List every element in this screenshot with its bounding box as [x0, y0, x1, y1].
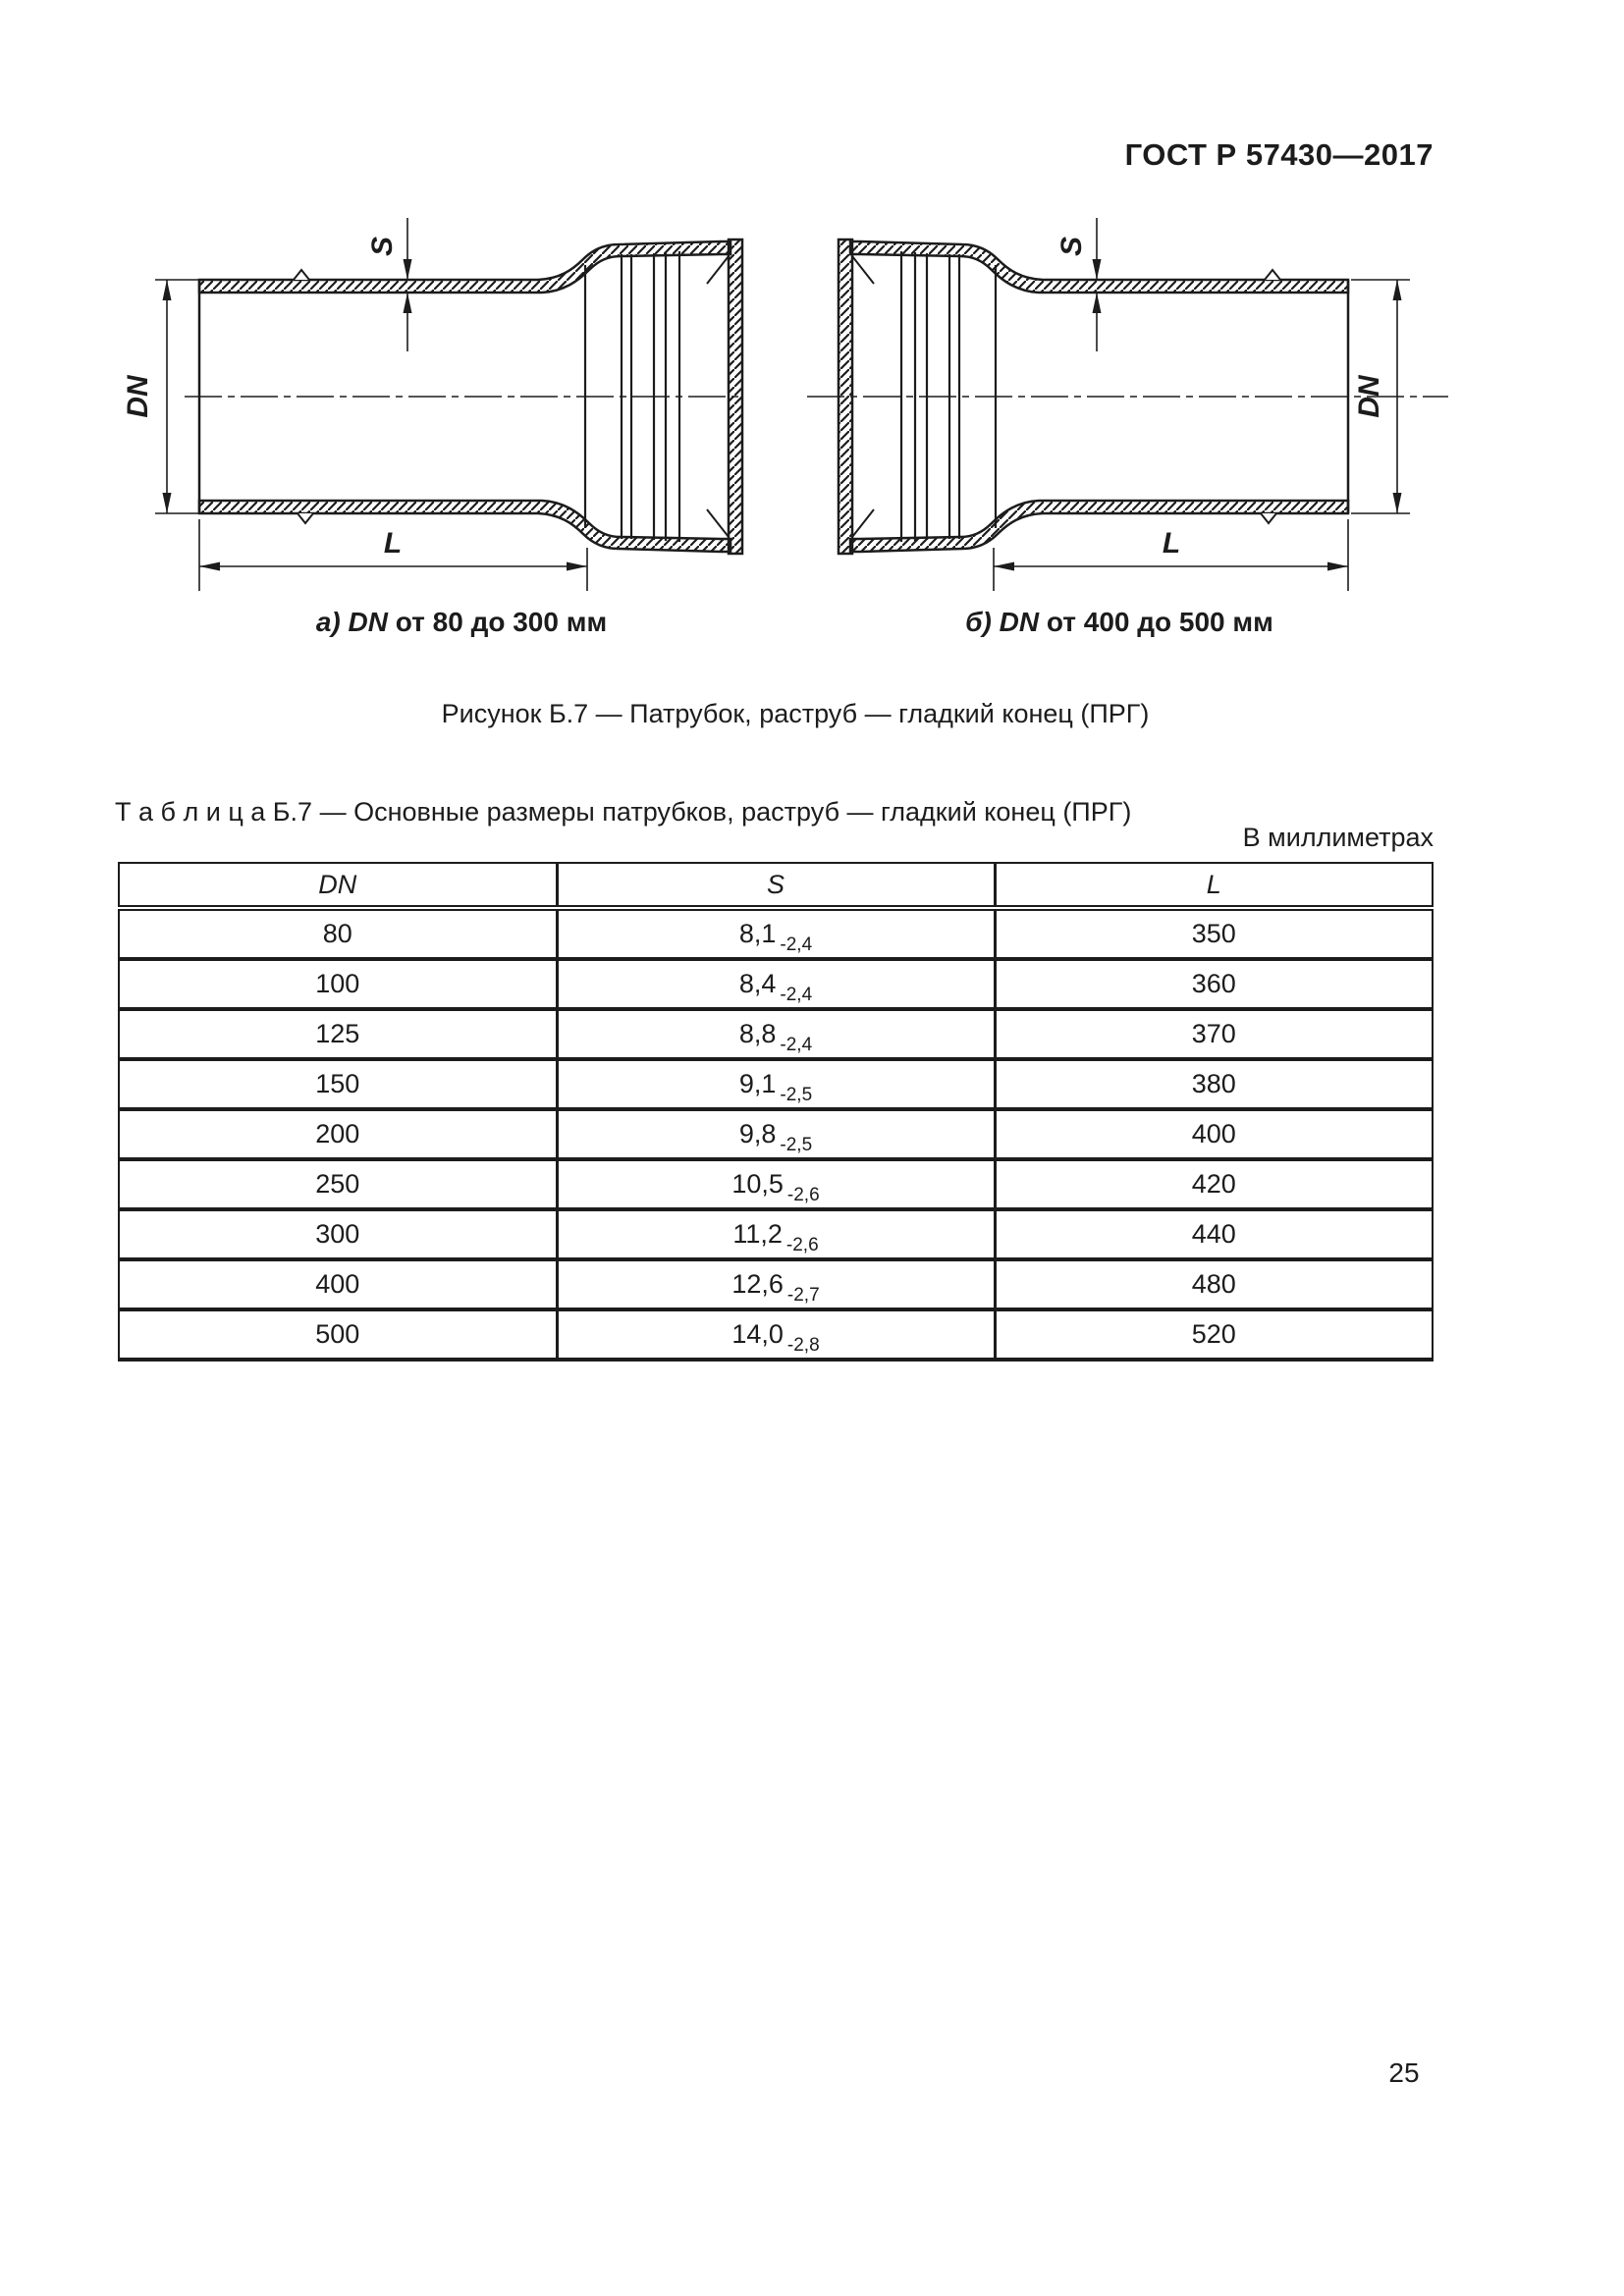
arrowhead	[1393, 493, 1402, 513]
figure-a-caption	[137, 607, 785, 638]
dimensions-table	[118, 862, 1434, 1362]
rim-chamfer-line	[852, 509, 874, 537]
figure-b-caption-dn: DN	[999, 607, 1040, 637]
table-caption-text: — Основные размеры патрубков, раструб — гладкий конец (ПРГ)	[319, 797, 1132, 827]
arrowhead	[1093, 259, 1102, 280]
tolerance-value: -2,8	[786, 1335, 820, 1356]
page-number: 25	[1388, 2057, 1420, 2088]
dn-dimension-label: DN	[122, 375, 154, 418]
cell-l: 380	[995, 1059, 1433, 1109]
arrowhead	[567, 562, 587, 571]
arrowhead	[163, 493, 172, 513]
figure-b-caption-index: б)	[965, 607, 992, 637]
cell-s: 9,8 $_{-2,5}$	[557, 1109, 995, 1159]
l-dimension-label: L	[383, 527, 403, 560]
s-dimension-label: S	[1056, 236, 1088, 257]
rim-chamfer-line	[707, 256, 729, 284]
cell-l: 420	[995, 1159, 1433, 1209]
table-row	[119, 1059, 1433, 1109]
break-mark	[1265, 270, 1280, 280]
arrowhead	[1093, 293, 1102, 313]
s-dimension-label: S	[366, 236, 399, 257]
arrowhead	[994, 562, 1014, 571]
cell-dn: 400	[315, 1269, 360, 1299]
cell-dn: 500	[315, 1319, 360, 1349]
column-header-s: S	[557, 863, 995, 908]
cell-dn: 150	[315, 1069, 360, 1098]
table-row	[119, 1159, 1433, 1209]
column-header-l: L	[995, 863, 1433, 908]
figure-a-caption-index: а)	[315, 607, 341, 637]
figure-b-caption	[795, 607, 1443, 638]
standard-code-header: ГОСТ Р 57430—2017	[1124, 137, 1434, 172]
break-mark	[298, 513, 313, 523]
cell-l: 440	[995, 1209, 1433, 1259]
figure-b-drawing	[805, 157, 1453, 609]
table-caption-label: Т а б л и ц а Б.7	[115, 797, 313, 827]
tolerance-value: -2,7	[786, 1285, 820, 1306]
socket-rim-section	[839, 240, 852, 554]
dn-dimension-label: DN	[1353, 375, 1385, 418]
arrowhead	[199, 562, 220, 571]
column-header-dn: DN	[119, 863, 557, 908]
l-dimension-label: L	[1162, 527, 1181, 560]
tolerance-value: -2,6	[785, 1235, 819, 1255]
cell-s: 9,1 $_{-2,5}$	[557, 1059, 995, 1109]
cell-s: 8,8 $_{-2,4}$	[557, 1009, 995, 1059]
cell-s: 10,5 $_{-2,6}$	[557, 1159, 995, 1209]
cell-dn: 125	[315, 1019, 360, 1048]
rim-chamfer-line	[707, 509, 729, 537]
figure-a-drawing	[98, 157, 746, 609]
arrowhead	[404, 293, 412, 313]
cell-dn: 300	[315, 1219, 360, 1249]
table-row	[119, 1259, 1433, 1309]
table-row	[119, 1009, 1433, 1059]
pipe-bottom-wall-section	[199, 501, 731, 552]
tolerance-value: -2,4	[780, 985, 813, 1005]
cell-dn: 250	[315, 1169, 360, 1199]
socket-rim-section	[729, 240, 742, 554]
cell-s: 12,6 $_{-2,7}$	[557, 1259, 995, 1309]
cell-l: 400	[995, 1109, 1433, 1159]
table-row	[119, 1309, 1433, 1360]
cell-s: 11,2 $_{-2,6}$	[557, 1209, 995, 1259]
rim-chamfer-line	[852, 256, 874, 284]
cell-s: 8,1 $_{-2,4}$	[557, 908, 995, 959]
pipe-bottom-wall-section	[850, 501, 1348, 552]
arrowhead	[1327, 562, 1348, 571]
cell-dn: 80	[322, 919, 352, 948]
table-header-row	[119, 863, 1433, 908]
tolerance-value: -2,4	[780, 934, 813, 955]
cell-l: 520	[995, 1309, 1433, 1360]
figure-b-caption-range: от 400 до 500 мм	[1046, 607, 1273, 637]
pipe-top-wall-section	[199, 241, 731, 293]
tolerance-value: -2,5	[780, 1085, 813, 1105]
cell-l: 350	[995, 908, 1433, 959]
table-row	[119, 959, 1433, 1009]
figure-a-caption-range: от 80 до 300 мм	[395, 607, 608, 637]
cell-s: 14,0 $_{-2,8}$	[557, 1309, 995, 1360]
units-note: В миллиметрах	[1242, 823, 1434, 852]
cell-dn: 100	[315, 969, 360, 998]
cell-l: 480	[995, 1259, 1433, 1309]
figure-a-caption-dn: DN	[348, 607, 388, 637]
arrowhead	[1393, 280, 1402, 300]
break-mark	[294, 270, 309, 280]
break-mark	[1261, 513, 1276, 523]
cell-l: 370	[995, 1009, 1433, 1059]
table-row	[119, 1109, 1433, 1159]
arrowhead	[404, 259, 412, 280]
table-row	[119, 908, 1433, 959]
figure-title: Рисунок Б.7 — Патрубок, раструб — гладкий конец (ПРГ)	[441, 699, 1150, 728]
cell-s: 8,4 $_{-2,4}$	[557, 959, 995, 1009]
cell-dn: 200	[315, 1119, 360, 1148]
tolerance-value: -2,5	[780, 1135, 813, 1155]
tolerance-value: -2,4	[780, 1035, 813, 1055]
arrowhead	[163, 280, 172, 300]
cell-l: 360	[995, 959, 1433, 1009]
table-row	[119, 1209, 1433, 1259]
tolerance-value: -2,6	[786, 1185, 820, 1205]
